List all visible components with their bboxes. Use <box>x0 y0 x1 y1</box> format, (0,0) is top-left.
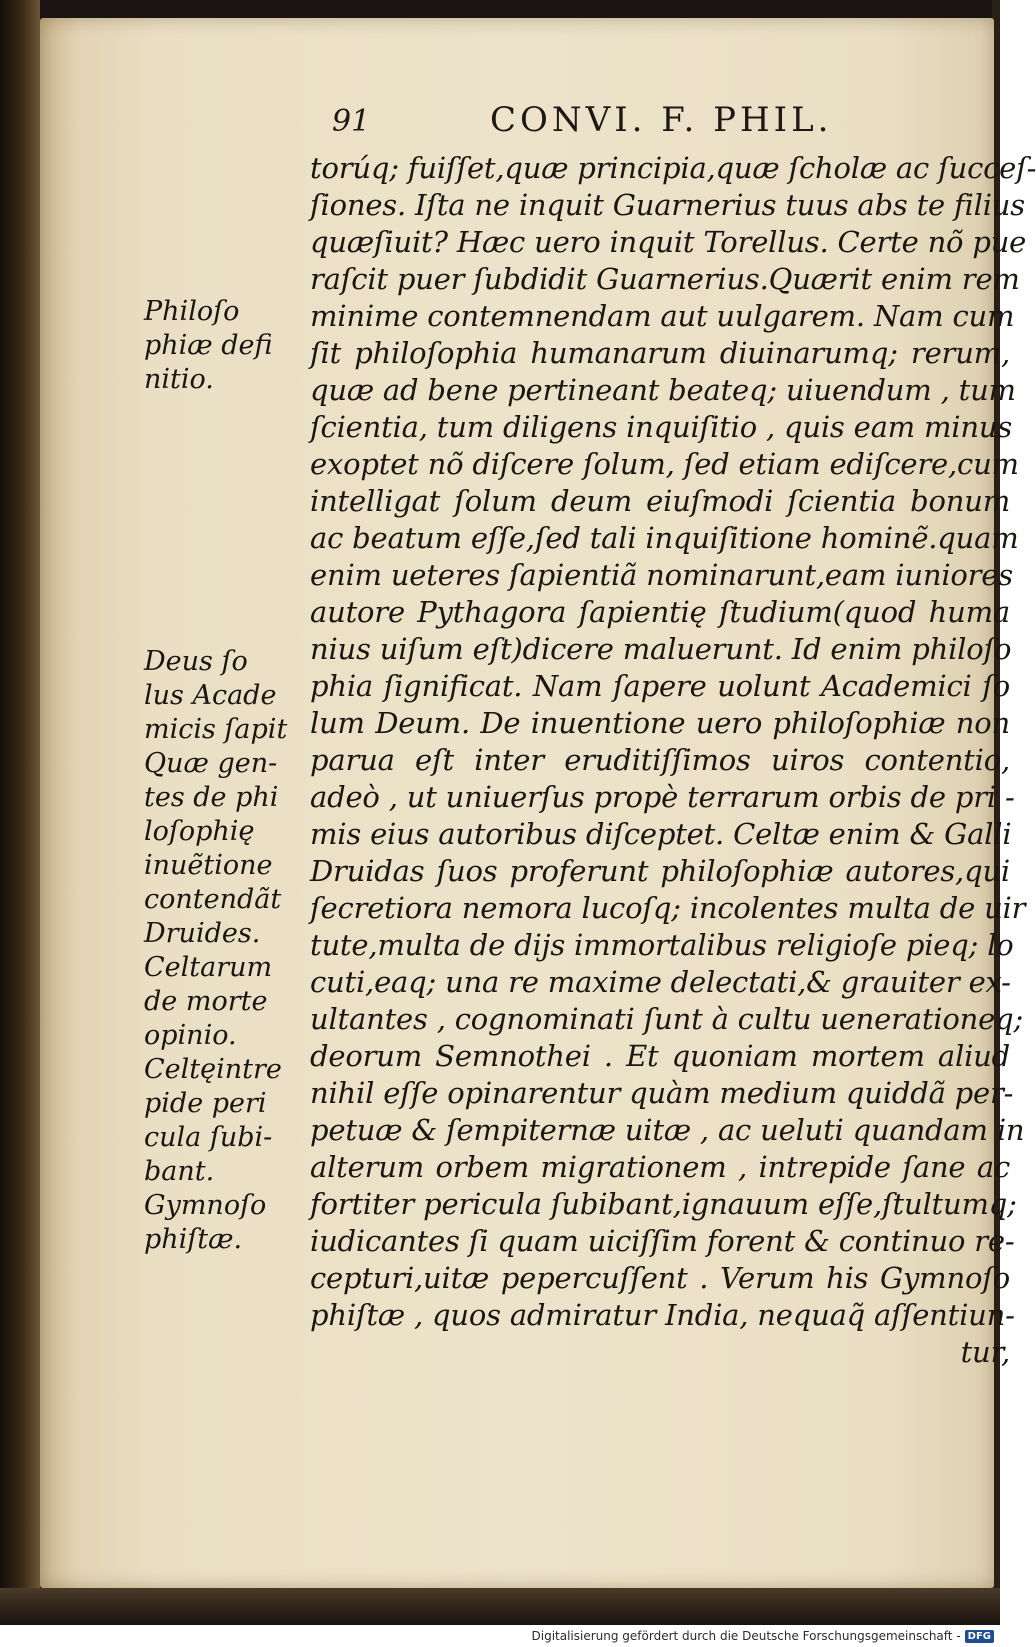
margin-note-line: pide peri <box>144 1088 267 1119</box>
body-line: ultantes , cognominati ſunt à cultu uenerationeq; <box>310 1002 1024 1036</box>
page-header <box>320 100 1000 150</box>
running-head: CONVI. F. PHIL. <box>490 100 833 140</box>
body-line: ac beatum eſſe,ſed tali inquiſitione hominẽ.quam <box>310 521 1019 555</box>
body-line: exoptet nõ diſcere ſolum, ſed etiam ediſcere,cum <box>310 447 1019 481</box>
margin-note-line: Celtarum <box>144 952 273 983</box>
margin-note-line: opinio. <box>144 1020 237 1051</box>
body-line: raſcit puer ſubdidit Guarnerius.Quærit enim rem <box>310 262 1020 296</box>
body-line: ſiones. Iſta ne inquit Guarnerius tuus abs te filius <box>310 188 1025 222</box>
margin-note-line: Philoſo <box>144 296 240 327</box>
margin-note-line: inuẽtione <box>144 850 273 881</box>
margin-note-line: nitio. <box>144 364 214 395</box>
body-line: cepturi,uitæ pepercuſſent . Verum his Gymnoſo <box>310 1261 1010 1295</box>
digitization-credit <box>532 1629 995 1643</box>
body-line: tute,multa de dijs immortalibus religioſe pieq; lo <box>310 928 1014 962</box>
body-line: nihil eſſe opinarentur quàm medium quiddã per- <box>310 1076 1014 1110</box>
body-line: mis eius autoribus diſceptet. Celtæ enim & Galli <box>310 817 1012 851</box>
body-line: iudicantes ſi quam uiciſſim forent & continuo re- <box>310 1224 1015 1258</box>
book-bottom-edge <box>0 1588 1000 1625</box>
margin-note-line: Gymnoſo <box>144 1190 267 1221</box>
body-line: lum Deum. De inuentione uero philoſophiæ non <box>310 706 1010 740</box>
body-line: phia ſignificat. Nam ſapere uolunt Academici ſo <box>310 669 1010 703</box>
body-line: fortiter pericula ſubibant,ignauum eſſe,ſtultumq; <box>310 1187 1017 1221</box>
margin-note-line: phiſtæ. <box>144 1224 243 1255</box>
body-line: parua eſt inter eruditiſſimos uiros contentio, <box>310 743 1010 777</box>
body-line: quæ ad bene pertineant beateq; uiuendum , tum <box>310 373 1016 407</box>
book-page <box>40 18 1036 1588</box>
body-line: minime contemnendam aut uulgarem. Nam cum <box>310 299 1015 333</box>
credit-text: Digitalisierung gefördert durch die Deutsche Forschungsgemeinschaft - <box>531 1629 961 1643</box>
margin-note-line: bant. <box>144 1156 215 1187</box>
book-binding-edge <box>0 0 40 1625</box>
body-line: ſecretiora nemora lucoſq; incolentes multa de uir <box>310 891 1026 925</box>
margin-note-line: contendãt <box>144 884 282 915</box>
margin-note-line: Quæ gen- <box>144 748 278 779</box>
body-line: Druidas ſuos proferunt philoſophiæ autores,qui <box>310 854 1010 888</box>
margin-note-line: lus Acade <box>144 680 277 711</box>
body-text <box>310 150 1036 1371</box>
margin-note-line: cula ſubi- <box>144 1122 273 1153</box>
body-line: nius uiſum eſt)dicere maluerunt. Id enim philoſo <box>310 632 1012 666</box>
body-line: ſit philoſophia humanarum diuinarumq; rerum, <box>310 336 1010 370</box>
page-number: 91 <box>332 104 371 139</box>
margin-note-line: loſophię <box>144 816 255 847</box>
margin-note-line: tes de phi <box>144 782 279 813</box>
body-line: intelligat ſolum deum eiuſmodi ſcientia bonum <box>310 484 1010 518</box>
margin-note-line: micis ſapit <box>144 714 288 745</box>
body-line: ſcientia, tum diligens inquiſitio , quis eam minus <box>310 410 1013 444</box>
margin-note-line: de morte <box>144 986 268 1017</box>
body-line: adeò , ut uniuerſus propè terrarum orbis de pri - <box>310 780 1015 814</box>
margin-note-line: Druides. <box>144 918 261 949</box>
body-line: deorum Semnothei . Et quoniam mortem aliud <box>310 1039 1010 1073</box>
body-line: cuti,eaq; una re maxime delectati,& grauiter ex- <box>310 965 1011 999</box>
dfg-logo: DFG <box>965 1630 994 1643</box>
body-line: torúq; fuiſſet,quæ principia,quæ ſcholæ ac ſucceſ- <box>310 151 1036 185</box>
body-line: autore Pythagora ſapientię ſtudium(quod huma <box>310 595 1010 629</box>
margin-note-line: phiæ defi <box>144 330 273 361</box>
margin-note-line: Celtęintre <box>144 1054 282 1085</box>
catchword: tur, <box>960 1335 1010 1369</box>
margin-note-line: Deus ſo <box>144 646 248 677</box>
body-line: quæſiuit? Hæc uero inquit Torellus. Certe nõ pue <box>310 225 1027 259</box>
body-line: petuæ & ſempiternæ uitæ , ac ueluti quandam in <box>310 1113 1025 1147</box>
body-line: enim ueteres ſapientiã nominarunt,eam iuniores <box>310 558 1013 592</box>
body-line: alterum orbem migrationem , intrepide ſane ac <box>310 1150 1010 1184</box>
body-line: phiſtæ , quos admiratur India, nequaq̃ aſſentiun- <box>310 1298 1015 1332</box>
